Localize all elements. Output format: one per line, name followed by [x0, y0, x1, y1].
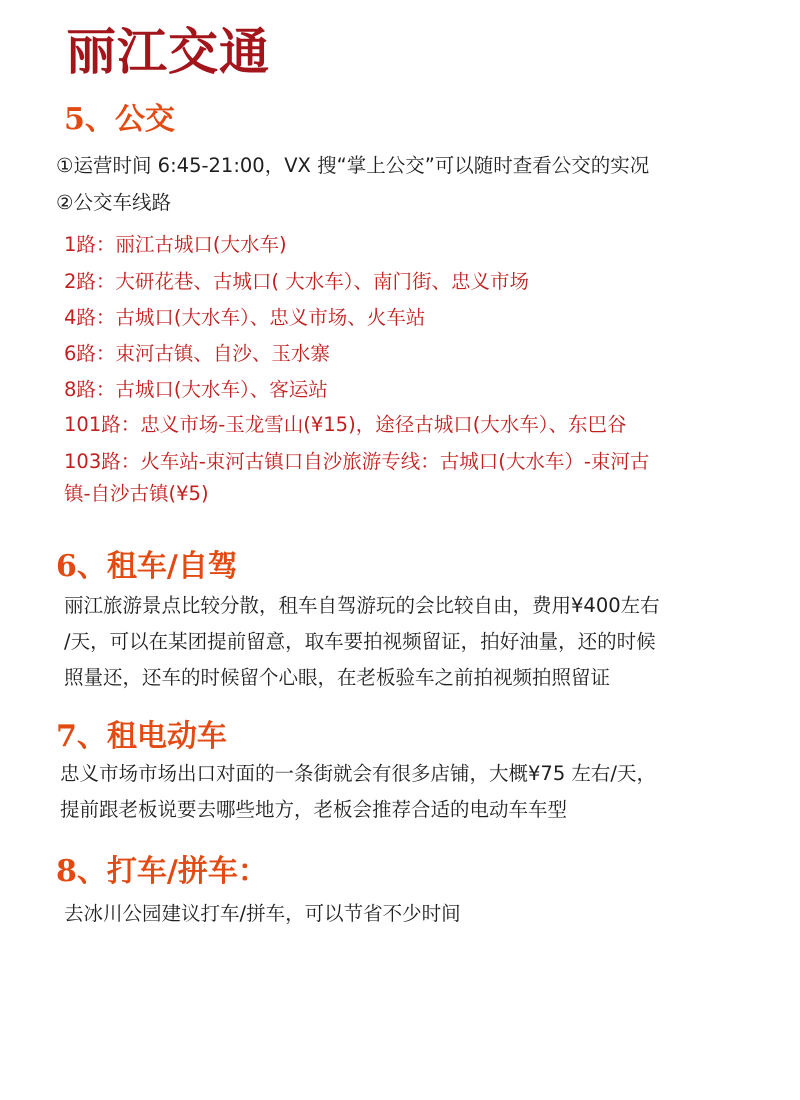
section-heading-taxi: 8、打车/拼车： — [56, 854, 268, 889]
e-bike-paragraph — [60, 756, 656, 828]
car-rental-paragraph — [64, 588, 660, 696]
page-title: 丽江交通 — [66, 22, 270, 81]
paragraph-line: 提前跟老板说要去哪些地方，老板会推荐合适的电动车车型 — [60, 798, 568, 821]
bus-route-item: 6路：束河古镇、自沙、玉水寨 — [64, 342, 330, 365]
bus-route-item: 1路：丽江古城口(大水车) — [64, 233, 287, 256]
paragraph-line: 忠义市场市场出口对面的一条街就会有很多店铺，大概¥75 左右/天， — [60, 762, 656, 785]
taxi-paragraph — [64, 896, 461, 932]
bus-hours-text: ①运营时间 6:45-21:00，VX 搜“掌上公交”可以随时查看公交的实况 — [56, 154, 650, 177]
bus-route-item: 4路：古城口(大水车）、忠义市场、火车站 — [64, 306, 426, 329]
bus-route-item: 2路：大研花巷、古城口( 大水车）、南门街、忠义市场 — [64, 270, 529, 293]
paragraph-line: 照量还，还车的时候留个心眼，在老板验车之前拍视频拍照留证 — [64, 666, 611, 689]
section-heading-e-bike: 7、租电动车 — [56, 719, 227, 754]
section-heading-bus: 5、公交 — [64, 102, 175, 137]
paragraph-line: 丽江旅游景点比较分散，租车自驾游玩的会比较自由，费用¥400左右 — [64, 594, 660, 617]
paragraph-line: /天，可以在某团提前留意，取车要拍视频留证，拍好油量，还的时候 — [64, 630, 656, 653]
bus-route-item: 103路：火车站-束河古镇口自沙旅游专线：古城口(大水车）-束河古 — [64, 450, 650, 473]
bus-routes-label: ②公交车线路 — [56, 191, 171, 214]
bus-route-item: 镇-自沙古镇(¥5) — [64, 482, 209, 505]
bus-route-item: 8路：古城口(大水车）、客运站 — [64, 378, 328, 401]
paragraph-line: 去冰川公园建议打车/拼车，可以节省不少时间 — [64, 902, 461, 925]
bus-route-item: 101路：忠义市场-玉龙雪山(¥15)，途径古城口(大水车）、东巴谷 — [64, 413, 627, 436]
section-heading-car-rental: 6、租车/自驾 — [56, 549, 238, 584]
